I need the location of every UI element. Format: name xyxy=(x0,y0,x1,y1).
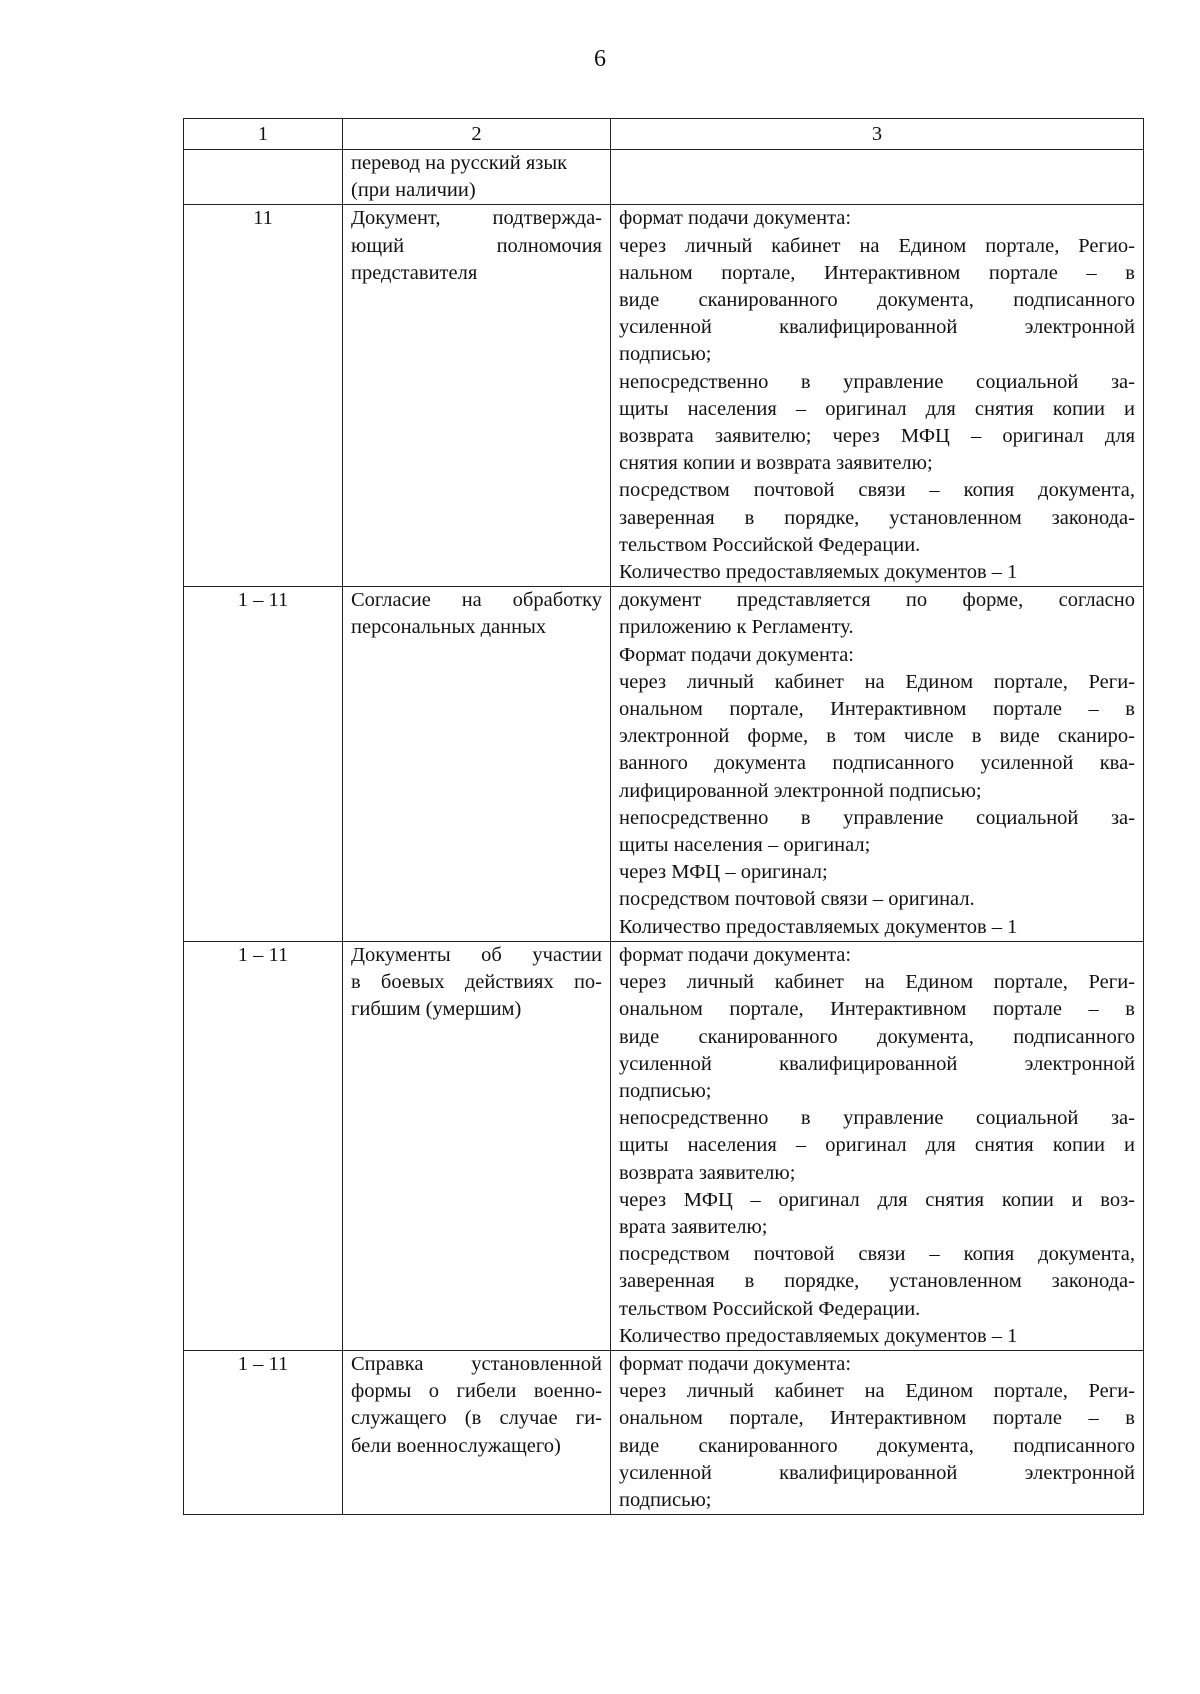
document-name-line: формы о гибели военно- xyxy=(351,1380,602,1403)
submission-format-line: возврата заявителю; xyxy=(619,1161,796,1184)
submission-format-line: через личный кабинет на Едином портале, Реги- xyxy=(619,971,1135,994)
submission-format-line: Количество предоставляемых документов – 1 xyxy=(619,561,1018,584)
submission-format-line: приложению к Регламенту. xyxy=(619,616,854,639)
row-number-cell: 1 – 11 xyxy=(184,1350,343,1514)
document-name-line: представителя xyxy=(351,261,478,284)
header-col-3: 3 xyxy=(611,119,1144,150)
document-name-cell xyxy=(343,205,611,587)
submission-format-line: формат подачи документа: xyxy=(619,943,852,966)
submission-format-line: возврата заявителю; через МФЦ – оригинал для xyxy=(619,425,1135,448)
header-col-2: 2 xyxy=(343,119,611,150)
submission-format-line: заверенная в порядке, установленном законода- xyxy=(619,506,1135,529)
submission-format-line: тельством Российской Федерации. xyxy=(619,533,921,556)
submission-format-line: подписью; xyxy=(619,343,712,366)
submission-format-line: через личный кабинет на Едином портале, Регио- xyxy=(619,234,1135,257)
submission-format-cell xyxy=(611,1350,1144,1514)
submission-format-line: виде сканированного документа, подписанного xyxy=(619,1434,1135,1457)
table-row xyxy=(184,205,1144,587)
submission-format-line: щиты населения – оригинал для снятия копии и xyxy=(619,1134,1135,1157)
submission-format-line: Формат подачи документа: xyxy=(619,643,854,666)
row-number-cell xyxy=(184,150,343,205)
submission-format-line: виде сканированного документа, подписанного xyxy=(619,289,1135,312)
submission-format-line: ональном портале, Интерактивном портале – в xyxy=(619,698,1135,721)
submission-format-line: виде сканированного документа, подписанного xyxy=(619,1025,1135,1048)
document-name-cell xyxy=(343,587,611,942)
submission-format-line: электронной форме, в том числе в виде сканиро- xyxy=(619,725,1135,748)
table-row xyxy=(184,1350,1144,1514)
submission-format-line: посредством почтовой связи – копия документа, xyxy=(619,479,1135,502)
submission-format-line: Количество предоставляемых документов – 1 xyxy=(619,915,1018,938)
submission-format-line: усиленной квалифицированной электронной xyxy=(619,316,1135,339)
submission-format-line: через личный кабинет на Едином портале, Реги- xyxy=(619,1380,1135,1403)
submission-format-cell xyxy=(611,941,1144,1350)
table-header-row xyxy=(184,119,1144,150)
document-name-line: Документы об участии xyxy=(351,943,602,966)
submission-format-line: через личный кабинет на Едином портале, Реги- xyxy=(619,670,1135,693)
submission-format-line: формат подачи документа: xyxy=(619,1352,852,1375)
submission-format-line: ональном портале, Интерактивном портале – в xyxy=(619,998,1135,1021)
table-row xyxy=(184,587,1144,942)
table-row xyxy=(184,150,1144,205)
submission-format-line: документ представляется по форме, согласно xyxy=(619,589,1135,612)
document-name-line: Документ, подтвержда- xyxy=(351,207,602,230)
submission-format-line: непосредственно в управление социальной за- xyxy=(619,370,1135,393)
document-name-line: в боевых действиях по- xyxy=(351,971,602,994)
submission-format-line: непосредственно в управление социальной за- xyxy=(619,1107,1135,1130)
page-number: 6 xyxy=(594,46,606,72)
submission-format-cell xyxy=(611,205,1144,587)
table-body xyxy=(184,150,1144,1515)
submission-format-line: заверенная в порядке, установленном законода- xyxy=(619,1270,1135,1293)
document-name-line: Согласие на обработку xyxy=(351,589,602,612)
table-row xyxy=(184,941,1144,1350)
submission-format-line: через МФЦ – оригинал; xyxy=(619,861,828,884)
submission-format-line: усиленной квалифицированной электронной xyxy=(619,1461,1135,1484)
row-number-cell: 1 – 11 xyxy=(184,941,343,1350)
submission-format-cell xyxy=(611,587,1144,942)
submission-format-line: усиленной квалифицированной электронной xyxy=(619,1052,1135,1075)
submission-format-line: посредством почтовой связи – оригинал. xyxy=(619,888,975,911)
document-name-line: (при наличии) xyxy=(351,179,476,202)
submission-format-line: посредством почтовой связи – копия документа, xyxy=(619,1243,1135,1266)
submission-format-line: врата заявителю; xyxy=(619,1215,768,1238)
document-name-line: Справка установленной xyxy=(351,1352,602,1375)
submission-format-line: нальном портале, Интерактивном портале – в xyxy=(619,261,1135,284)
submission-format-line: снятия копии и возврата заявителю; xyxy=(619,452,933,475)
submission-format-cell xyxy=(611,150,1144,205)
submission-format-line: щиты населения – оригинал для снятия копии и xyxy=(619,397,1135,420)
document-name-line: перевод на русский язык xyxy=(351,152,568,174)
header-col-1: 1 xyxy=(184,119,343,150)
submission-format-line: формат подачи документа: xyxy=(619,207,852,230)
row-number-cell: 1 – 11 xyxy=(184,587,343,942)
document-name-cell xyxy=(343,1350,611,1514)
submission-format-line: непосредственно в управление социальной за- xyxy=(619,806,1135,829)
submission-format-line: Количество предоставляемых документов – 1 xyxy=(619,1324,1018,1347)
documents-table xyxy=(183,118,1144,1515)
submission-format-line: ванного документа подписанного усиленной ква- xyxy=(619,752,1135,775)
document-name-line: персональных данных xyxy=(351,616,547,639)
submission-format-line: подписью; xyxy=(619,1488,712,1511)
submission-format-line: ональном портале, Интерактивном портале – в xyxy=(619,1407,1135,1430)
submission-format-line: подписью; xyxy=(619,1079,712,1102)
document-name-line: бели военнослужащего) xyxy=(351,1434,561,1457)
row-number-cell: 11 xyxy=(184,205,343,587)
document-name-line: служащего (в случае ги- xyxy=(351,1407,602,1430)
document-name-line: ющий полномочия xyxy=(351,234,602,257)
submission-format-line: щиты населения – оригинал; xyxy=(619,834,871,857)
submission-format-line: лифицированной электронной подписью; xyxy=(619,779,982,802)
submission-format-line: тельством Российской Федерации. xyxy=(619,1297,921,1320)
submission-format-line: через МФЦ – оригинал для снятия копии и воз- xyxy=(619,1188,1135,1211)
document-name-cell xyxy=(343,150,611,205)
document-name-cell xyxy=(343,941,611,1350)
document-name-line: гибшим (умершим) xyxy=(351,998,522,1021)
